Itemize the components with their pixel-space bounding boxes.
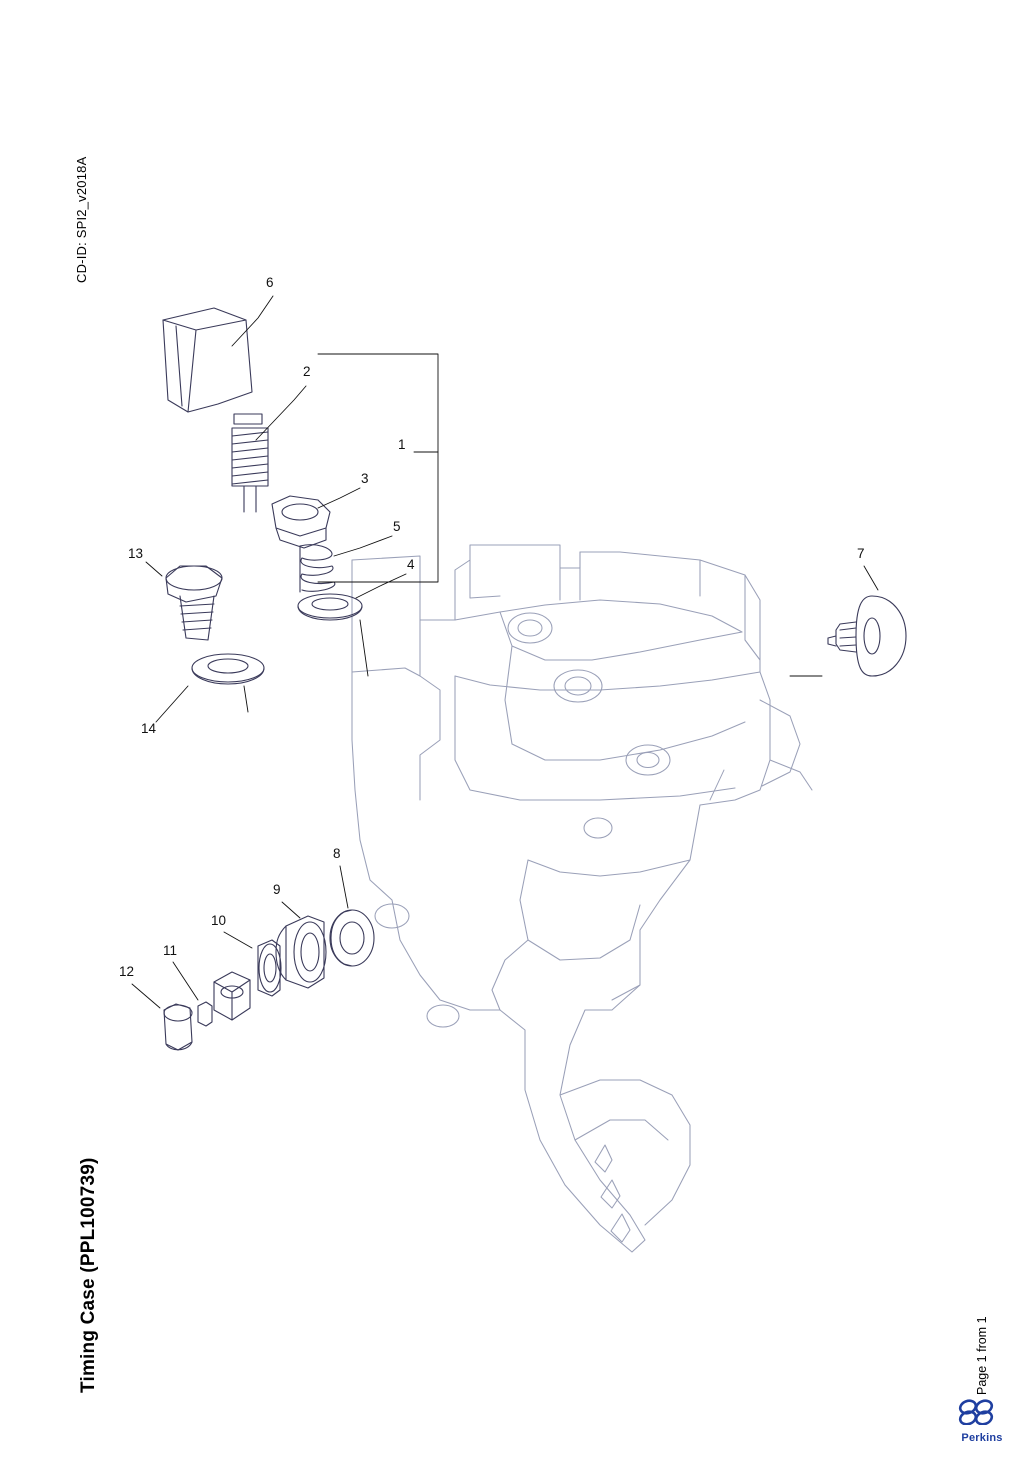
callout-4: 4 (407, 557, 415, 572)
callout-8: 8 (333, 846, 341, 861)
callout-14: 14 (141, 721, 157, 736)
callout-7: 7 (857, 546, 865, 561)
page-title: Timing Case (PPL100739) (78, 1157, 99, 1393)
page-count-label: Page 1 from 1 (975, 1316, 989, 1395)
callout-5: 5 (393, 519, 401, 534)
cd-id-label: CD-ID: SPI2_v2018A (74, 156, 89, 283)
callout-10: 10 (211, 913, 227, 928)
perkins-wordmark: Perkins (961, 1432, 1003, 1444)
perkins-mark-icon (954, 1399, 1010, 1425)
callout-2: 2 (303, 364, 311, 379)
callout-11: 11 (163, 943, 178, 958)
callout-1: 1 (398, 437, 406, 452)
callout-3: 3 (361, 471, 369, 486)
perkins-logo (949, 1399, 1015, 1445)
callout-9: 9 (273, 882, 281, 897)
callout-13: 13 (128, 546, 144, 561)
callout-12: 12 (119, 964, 135, 979)
callout-6: 6 (266, 275, 274, 290)
